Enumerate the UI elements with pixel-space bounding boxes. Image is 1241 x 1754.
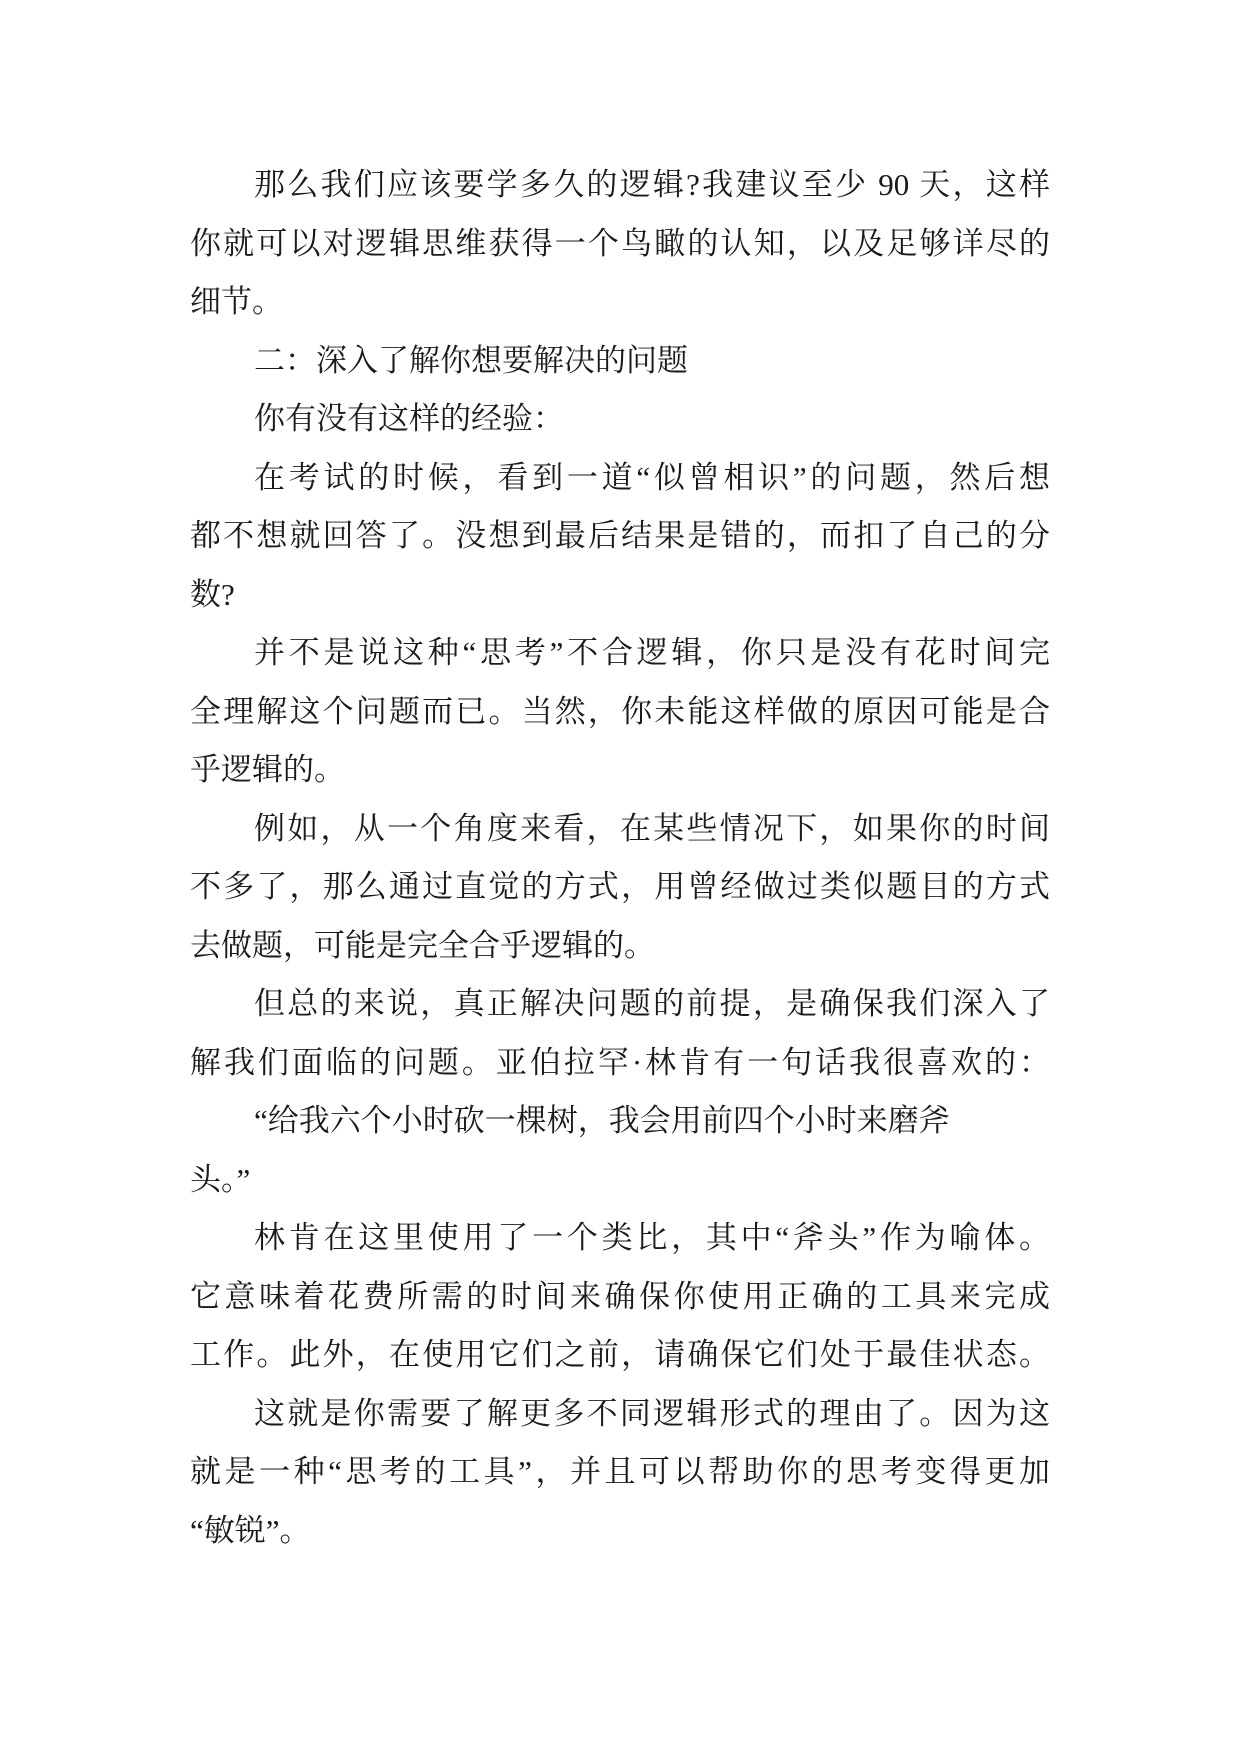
- line-text: 数?: [190, 576, 235, 612]
- line-text: 都不想就回答了。没想到最后结果是错的，而扣了自己的分: [190, 518, 1050, 553]
- line-text: 并不是说这种“思考”不合逻辑，你只是没有花时间完: [254, 635, 1050, 670]
- text-line: [190, 332, 1050, 391]
- paragraph: [190, 1385, 1050, 1561]
- text-line: [190, 858, 1050, 917]
- line-text: 那么我们应该要学多久的逻辑?我建议至少 90 天，这样: [254, 167, 1050, 202]
- line-text: 林肯在这里使用了一个类比，其中“斧头”作为喻体。: [254, 1220, 1050, 1255]
- text-line: [190, 1151, 1050, 1210]
- paragraph: [190, 156, 1050, 332]
- line-text: 它意味着花费所需的时间来确保你使用正确的工具来完成: [190, 1278, 1050, 1314]
- text-line: [190, 975, 1050, 1034]
- text-line: [190, 741, 1050, 800]
- line-text: 就是一种“思考的工具”，并且可以帮助你的思考变得更加: [190, 1454, 1050, 1489]
- quotation: [190, 1092, 1050, 1209]
- line-text: 例如，从一个角度来看，在某些情况下，如果你的时间: [254, 810, 1050, 846]
- line-text: 你就可以对逻辑思维获得一个鸟瞰的认知，以及足够详尽的: [190, 225, 1050, 261]
- paragraph: [190, 624, 1050, 800]
- line-text: 去做题，可能是完全合乎逻辑的。: [190, 927, 655, 963]
- line-text: 在考试的时候，看到一道“似曾相识”的问题，然后想: [254, 459, 1050, 495]
- text-line: [190, 917, 1050, 976]
- text-line: [190, 1326, 1050, 1385]
- line-text: 二：深入了解你想要解决的问题: [254, 342, 688, 378]
- line-text: 但总的来说，真正解决问题的前提，是确保我们深入了: [254, 986, 1050, 1021]
- section-heading: [190, 332, 1050, 391]
- line-text: 不多了，那么通过直觉的方式，用曾经做过类似题目的方式: [190, 869, 1050, 904]
- line-text: “敏锐”。: [190, 1512, 311, 1548]
- line-text: 解我们面临的问题。亚伯拉罕·林肯有一句话我很喜欢的：: [190, 1044, 1050, 1080]
- line-text: “给我六个小时砍一棵树，我会用前四个小时来磨斧: [254, 1103, 950, 1138]
- text-column: [190, 156, 1050, 1560]
- line-text: 细节。: [190, 284, 283, 319]
- text-line: [190, 1502, 1050, 1561]
- text-line: [190, 215, 1050, 274]
- line-text: 你有没有这样的经验：: [254, 401, 564, 436]
- text-line: [190, 1092, 1050, 1151]
- text-line: [190, 1209, 1050, 1268]
- text-line: [190, 273, 1050, 332]
- line-text: 头。”: [190, 1161, 251, 1197]
- text-line: [190, 683, 1050, 742]
- paragraph: [190, 1209, 1050, 1385]
- text-line: [190, 624, 1050, 683]
- line-text: 全理解这个问题而已。当然，你未能这样做的原因可能是合: [190, 693, 1050, 729]
- text-line: [190, 1268, 1050, 1327]
- text-line: [190, 507, 1050, 566]
- text-line: [190, 1034, 1050, 1093]
- text-line: [190, 800, 1050, 859]
- text-line: [190, 1385, 1050, 1444]
- paragraph: [190, 449, 1050, 625]
- text-line: [190, 566, 1050, 625]
- line-text: 工作。此外，在使用它们之前，请确保它们处于最佳状态。: [190, 1337, 1050, 1372]
- text-line: [190, 1443, 1050, 1502]
- text-line: [190, 449, 1050, 508]
- paragraph: [190, 800, 1050, 976]
- line-text: 乎逻辑的。: [190, 752, 345, 787]
- paragraph: [190, 975, 1050, 1092]
- text-line: [190, 156, 1050, 215]
- line-text: 这就是你需要了解更多不同逻辑形式的理由了。因为这: [254, 1395, 1050, 1431]
- text-line: [190, 390, 1050, 449]
- paragraph: [190, 390, 1050, 449]
